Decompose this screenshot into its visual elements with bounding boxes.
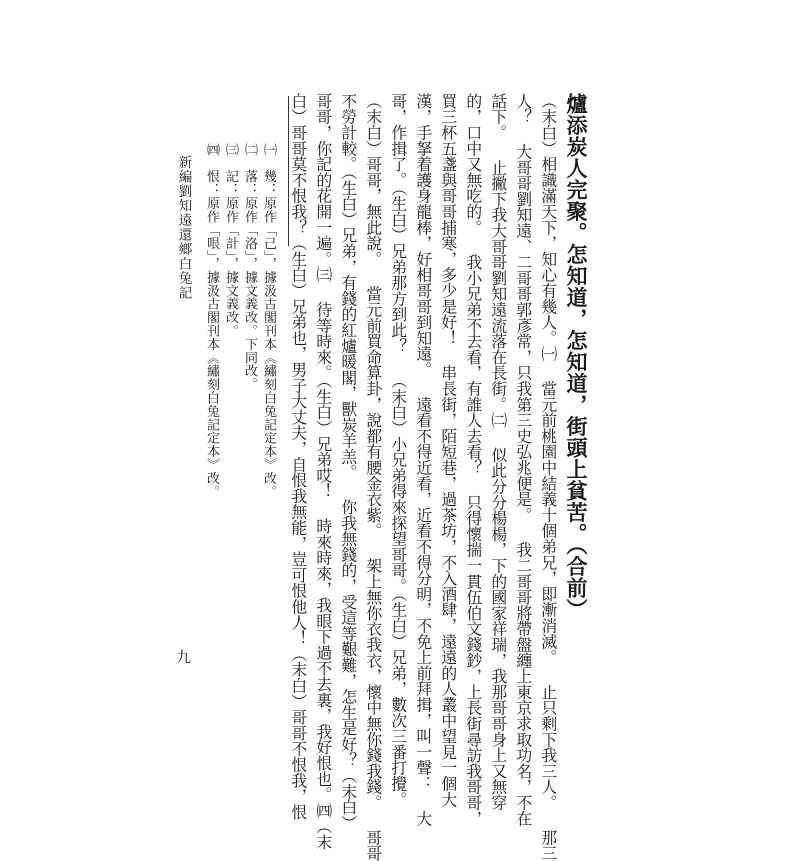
footnote-4: ㈣ 恨：原作「哏」，據汲古閣刊本《繡刻白兔記定本》改。 [204, 143, 219, 499]
verse-line: 爐添炭人完聚。怎知道，怎知道，街頭上貧苦。（合前） [564, 93, 589, 620]
footnote-1: ㈠ 幾：原作「己」，據汲古閣刊本《繡刻白兔記定本》改。 [261, 143, 276, 499]
body-column-1: （末白）相識滿天下，知心有幾人。㈠ 當元前桃園中結義十個弟兄，即漸消滅。 止只剩下我三人。 那三 [538, 93, 558, 861]
body-column-11: 白）哥哥莫不恨我？（生白）兄弟也，男子大丈夫，自恨我無能，豈可恨他人！（末白）哥哥不恨我，恨 [288, 93, 308, 820]
footnote-3: ㈢ 記：原作「計」，據文義改。 [223, 143, 238, 338]
page-number: 九 [176, 648, 192, 666]
body-column-6: 漢，手拏着護身龍棒，好相哥哥到知遠。 遠看不得近看，近看不得分明，不免上前拜揖，叫一聲： 大 [413, 93, 433, 827]
running-header: 新編劉知遠還鄉白兔記 [175, 155, 192, 300]
body-column-5: 買三杯五盞與哥哥捕寒，多少是好！ 串長街，陌短巷，過茶坊，不入酒肆，遠遠的人叢中望見一個大 [438, 93, 458, 808]
body-column-4: 的，口中又無吃的。 我小兄弟不去看，有誰人去看？ 只得懷揣一貫伍伯文錢鈔，上長街尋訪我哥哥， [463, 93, 483, 827]
notes-divider [288, 96, 289, 246]
body-column-7: 哥，作揖了。（生白）兄弟那方到此？ （末白）小兄弟得來探望哥哥。（生白）兄弟，數次三番打攪。 [388, 93, 408, 808]
body-column-3: 話下。 止撇下我大哥哥劉知遠流落在長街。㈡ 似此分分楊楊，下的國家祥瑞，我那哥哥身上又無穿 [488, 93, 508, 811]
footnote-2: ㈡ 落：原作「洛」，據文義改。下同改。 [242, 143, 257, 392]
body-column-10: 哥哥，你記的花開一遍。㈢ 待等時來。（生白）兄弟哎！ 時來時來，我眼下過不去裏，我好恨也。㈣（末 [313, 93, 333, 850]
body-column-9: 不勞計較。（生白）兄弟，有錢的紅爐暖閣，獸炭羊羔。 你我無錢的，受這等艱難，怎生是好？（末白） [338, 93, 358, 831]
body-column-2: 人？ 大哥哥劉知遠、二哥哥郭彥常，只我第三史弘兆便是。 我二哥哥將帶盤纏上東京求取功名，不在 [513, 93, 533, 827]
body-column-8: （末白）哥哥，無此說。 當元前買命算卦，說都有腰金衣紫。 架上無你衣我衣，懷中無你錢我錢。 哥哥 [363, 93, 383, 861]
